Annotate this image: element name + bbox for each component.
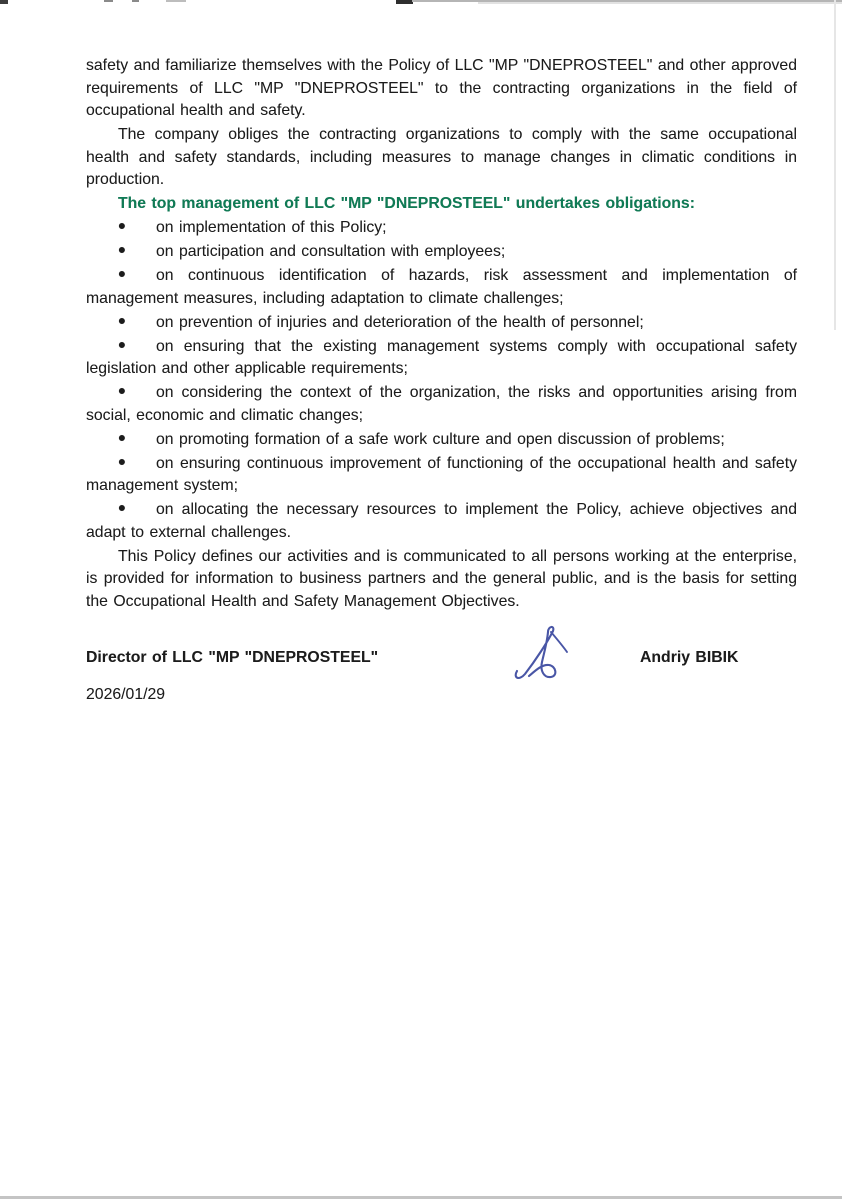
document-content	[86, 55, 797, 707]
handwritten-signature	[511, 621, 573, 683]
paragraph-company-obliges: The company obliges the contracting organizations to comply with the same occupational health and safety standards, including measures to manage changes in climatic conditions in production.	[86, 126, 797, 188]
obligation-item-legislation: • on ensuring that the existing management systems comply with occupational safety legislation and other applicable requirements;	[86, 336, 797, 381]
paragraph-contracting-organizations: safety and familiarize themselves with the Policy of LLC "MP "DNEPROSTEEL" and other approved requirements of LLC "MP "DNEPROSTEEL" to the contracting organizations in the field of occupational health and safety.	[86, 57, 797, 119]
obligation-item-injury-prevention: • on prevention of injuries and deterioration of the health of personnel;	[86, 312, 797, 335]
scan-artifact-top-left-mark	[0, 0, 8, 4]
obligation-item-improvement: • on ensuring continuous improvement of functioning of the occupational health and safety management system;	[86, 453, 797, 498]
director-title: Director of LLC "MP "DNEPROSTEEL"	[86, 649, 379, 666]
signature-row	[86, 647, 797, 670]
scan-artifact-speck	[104, 0, 113, 2]
scan-artifact-speck	[166, 0, 186, 2]
paragraph-closing: This Policy defines our activities and is communicated to all persons working at the enterprise, is provided for information to business partners and the general public, and is the basis for setting the Occupational Health and Safety Management Objectives.	[86, 547, 797, 610]
obligation-item-implementation: • on implementation of this Policy;	[86, 217, 797, 240]
scan-artifact-bottom-edge-line	[0, 1196, 842, 1199]
obligation-item-safe-culture: • on promoting formation of a safe work culture and open discussion of problems;	[86, 429, 797, 452]
signature-date: 2026/01/29	[86, 686, 166, 703]
obligation-item-hazards: • on continuous identification of hazards, risk assessment and implementation of management measures, including adaptation to climate challenges;	[86, 265, 797, 310]
scan-artifact-top-gray-strip	[478, 2, 842, 4]
obligation-item-resources: • on allocating the necessary resources to implement the Policy, achieve objectives and adapt to external challenges.	[86, 499, 797, 544]
scan-artifact-top-dash	[396, 0, 413, 4]
scan-artifact-speck	[132, 0, 139, 2]
obligation-item-context: • on considering the context of the organization, the risks and opportunities arising from social, economic and climatic changes;	[86, 382, 797, 427]
signature-stroke	[516, 627, 556, 678]
signature-tail-stroke	[551, 632, 567, 652]
obligations-heading: The top management of LLC "MP "DNEPROSTEEL" undertakes obligations:	[118, 195, 695, 212]
obligation-item-participation: • on participation and consultation with employees;	[86, 241, 797, 264]
director-name: Andriy BIBIK	[640, 649, 739, 666]
scan-artifact-right-edge-line	[834, 0, 836, 330]
